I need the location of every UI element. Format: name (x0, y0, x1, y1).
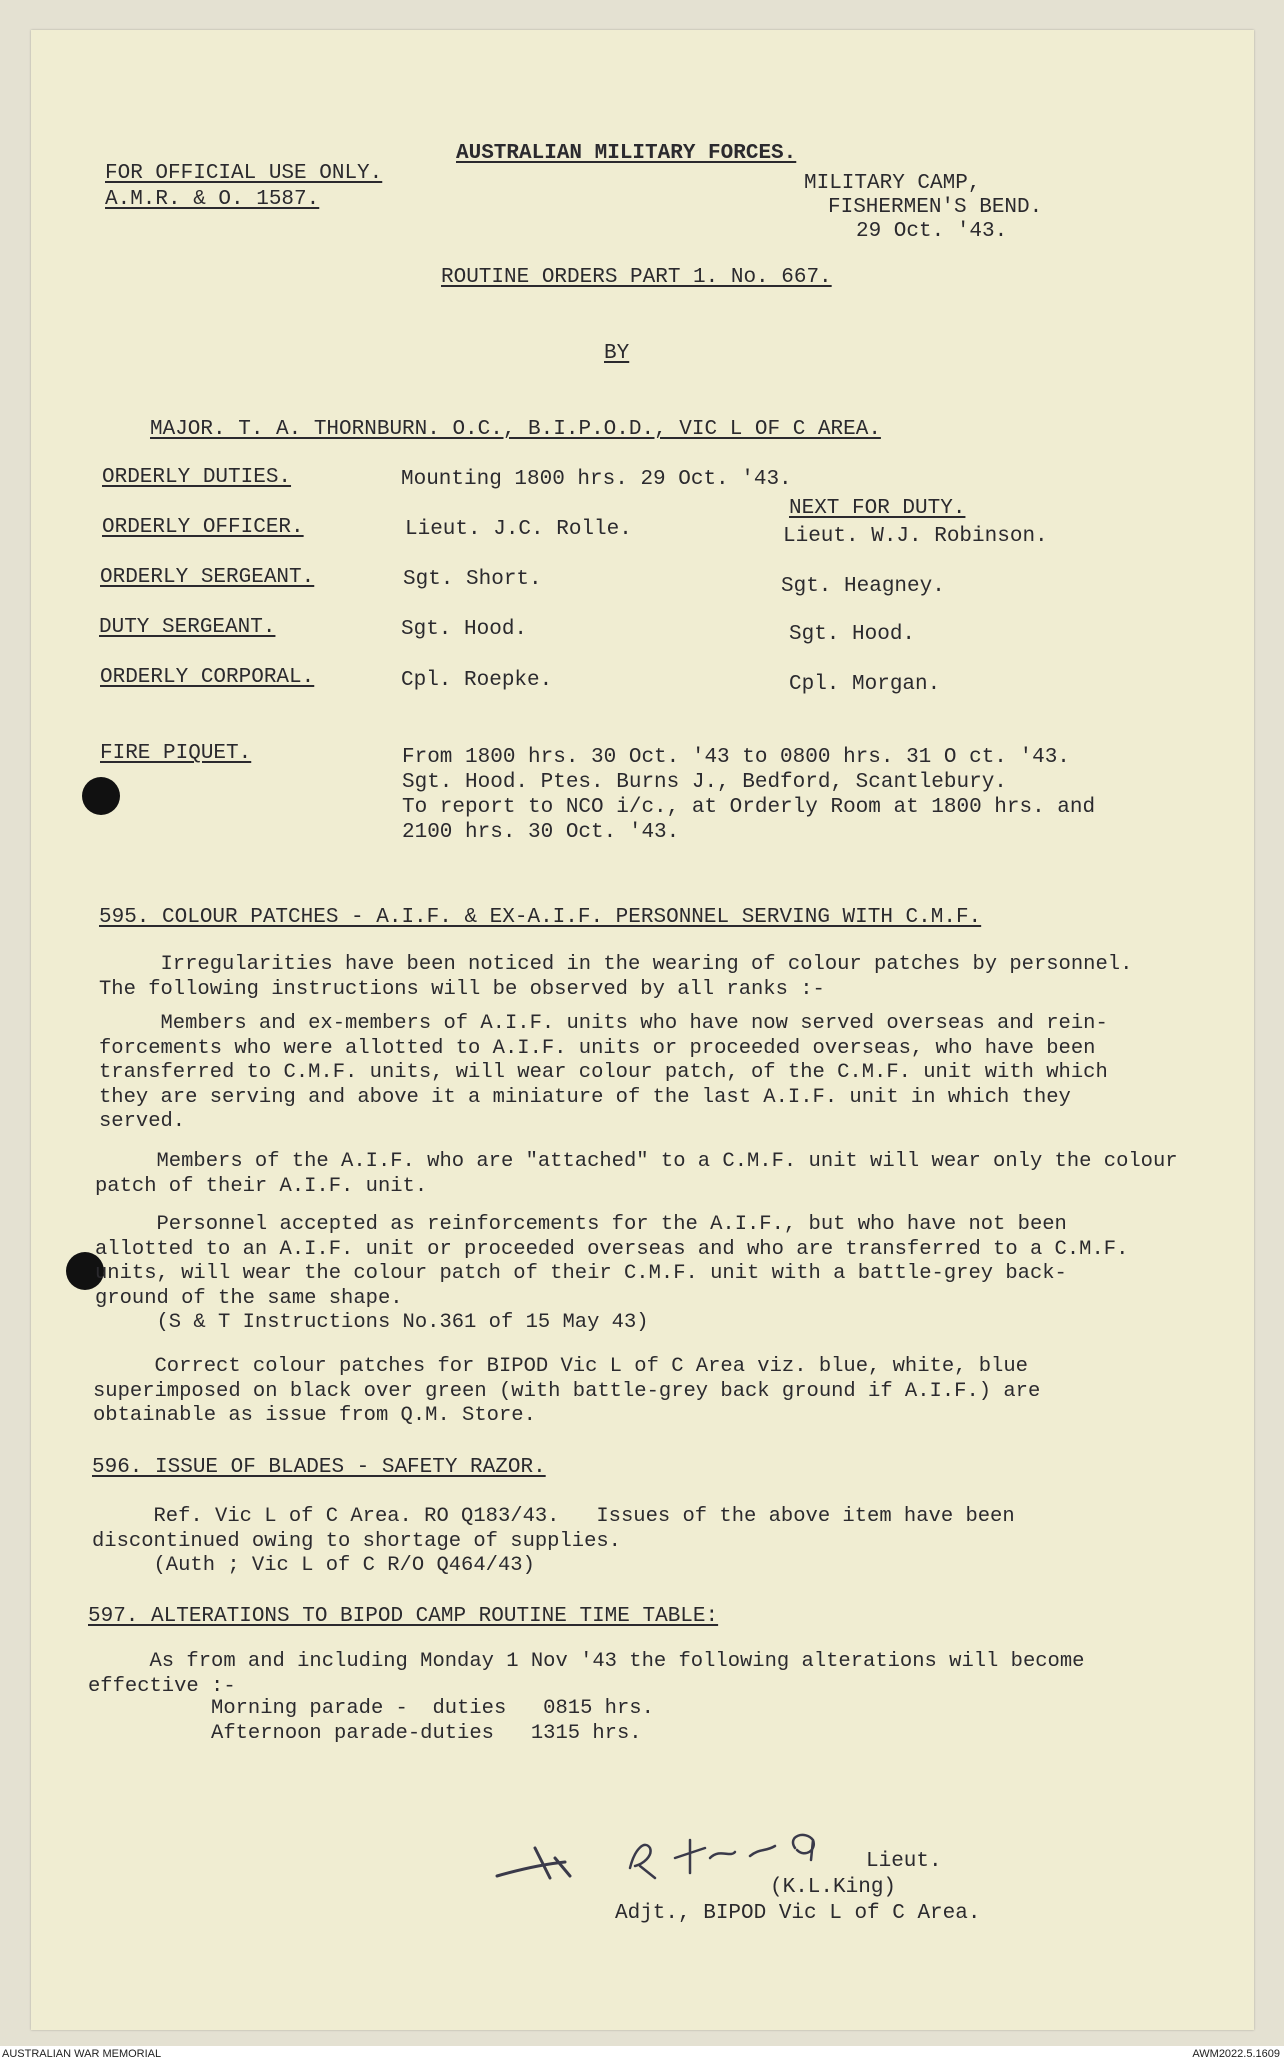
orders-title: ROUTINE ORDERS PART 1. No. 667. (441, 266, 832, 289)
duty-role-label: ORDERLY CORPORAL. (100, 666, 315, 689)
duty-next: Sgt. Hood. (789, 623, 916, 646)
order-paragraph: Members of the A.I.F. who are "attached" to a C.M.F. unit will wear only the colour patch of their A.I.F. unit. (95, 1150, 1178, 1198)
order-heading: 596. ISSUE OF BLADES - SAFETY RAZOR. (92, 1456, 546, 1479)
location-line2: FISHERMEN'S BEND. (828, 196, 1043, 219)
fire-picquet-line: Sgt. Hood. Ptes. Burns J., Bedford, Scantlebury. (402, 771, 1007, 794)
order-paragraph: As from and including Monday 1 Nov '43 the following alterations will become effective :- (88, 1650, 1085, 1698)
duty-next: Lieut. W.J. Robinson. (783, 525, 1048, 548)
fire-picquet-line: From 1800 hrs. 30 Oct. '43 to 0800 hrs. 31 O ct. '43. (402, 746, 1070, 769)
issuer-line: MAJOR. T. A. THORNBURN. O.C., B.I.P.O.D., VIC L OF C AREA. (150, 418, 881, 441)
signatory-name: (K.L.King) (770, 1876, 897, 1899)
reference-number: A.M.R. & O. 1587. (105, 188, 320, 211)
duty-current: Sgt. Short. (403, 568, 542, 591)
fire-picquet-line: To report to NCO i/c., at Orderly Room at 1800 hrs. and (402, 796, 1096, 819)
duty-next: Sgt. Heagney. (781, 575, 945, 598)
duty-role-label: ORDERLY SERGEANT. (100, 566, 315, 589)
by-line: BY (604, 342, 630, 365)
location-line1: MILITARY CAMP, (804, 172, 981, 195)
duty-role-label: DUTY SERGEANT. (99, 616, 276, 639)
document-title: AUSTRALIAN MILITARY FORCES. (456, 142, 797, 165)
punch-hole (82, 777, 120, 815)
duty-role-label: ORDERLY OFFICER. (102, 516, 304, 539)
footer-institution: AUSTRALIAN WAR MEMORIAL (2, 2048, 162, 2060)
duty-next: Cpl. Morgan. (789, 673, 941, 696)
order-heading: 595. COLOUR PATCHES - A.I.F. & EX-A.I.F. PERSONNEL SERVING WITH C.M.F. (99, 906, 982, 929)
fire-picquet-label: FIRE PIQUET. (100, 742, 252, 765)
order-paragraph: Irregularities have been noticed in the wearing of colour patches by personnel. The following instructions will be observed by all ranks :- (99, 953, 1133, 1001)
signatory-rank: Lieut. (866, 1850, 942, 1873)
order-paragraph: Morning parade - duties 0815 hrs. Afternoon parade-duties 1315 hrs. (211, 1697, 654, 1745)
next-for-duty-heading: NEXT FOR DUTY. (789, 497, 966, 520)
mounting-time: Mounting 1800 hrs. 29 Oct. '43. (401, 468, 792, 491)
duty-current: Lieut. J.C. Rolle. (405, 518, 632, 541)
orderly-duties-label: ORDERLY DUTIES. (102, 466, 292, 489)
order-paragraph: Members and ex-members of A.I.F. units who have now served overseas and rein- forcements who were allotted to A.I.F. units or proceeded overseas, who have been transferred to C.M.F. units, will wear colour patch, of the C.M.F. unit with which they are serving and above it a miniature of the last A.I.F. unit in which they served. (99, 1012, 1108, 1133)
document-date: 29 Oct. '43. (856, 220, 1008, 243)
order-paragraph: Personnel accepted as reinforcements for the A.I.F., but who have not been allotted to an A.I.F. unit or proceeded overseas and who are transferred to a C.M.F. units, will wear the colour patch of their C.M.F. unit with a battle-grey back- ground of the same shape. (S & T Instructions No.361 of 15 May 43) (95, 1213, 1129, 1334)
duty-current: Sgt. Hood. (401, 618, 528, 641)
security-classification: FOR OFFICIAL USE ONLY. (105, 162, 383, 185)
fire-picquet-line: 2100 hrs. 30 Oct. '43. (402, 821, 680, 844)
duty-current: Cpl. Roepke. (401, 669, 553, 692)
order-paragraph: Ref. Vic L of C Area. RO Q183/43. Issues of the above item have been discontinued owing to shortage of supplies. (Auth ; Vic L of C R/O Q464/43) (92, 1505, 1015, 1577)
order-heading: 597. ALTERATIONS TO BIPOD CAMP ROUTINE TIME TABLE: (88, 1605, 719, 1628)
signatory-appointment: Adjt., BIPOD Vic L of C Area. (615, 1902, 981, 1925)
order-paragraph: Correct colour patches for BIPOD Vic L of C Area viz. blue, white, blue superimposed on black over green (with battle-grey back ground if A.I.F.) are obtainable as issue from Q.M. Store. (93, 1355, 1041, 1427)
footer-accession-number: AWM2022.5.1609 (1192, 2048, 1280, 2060)
